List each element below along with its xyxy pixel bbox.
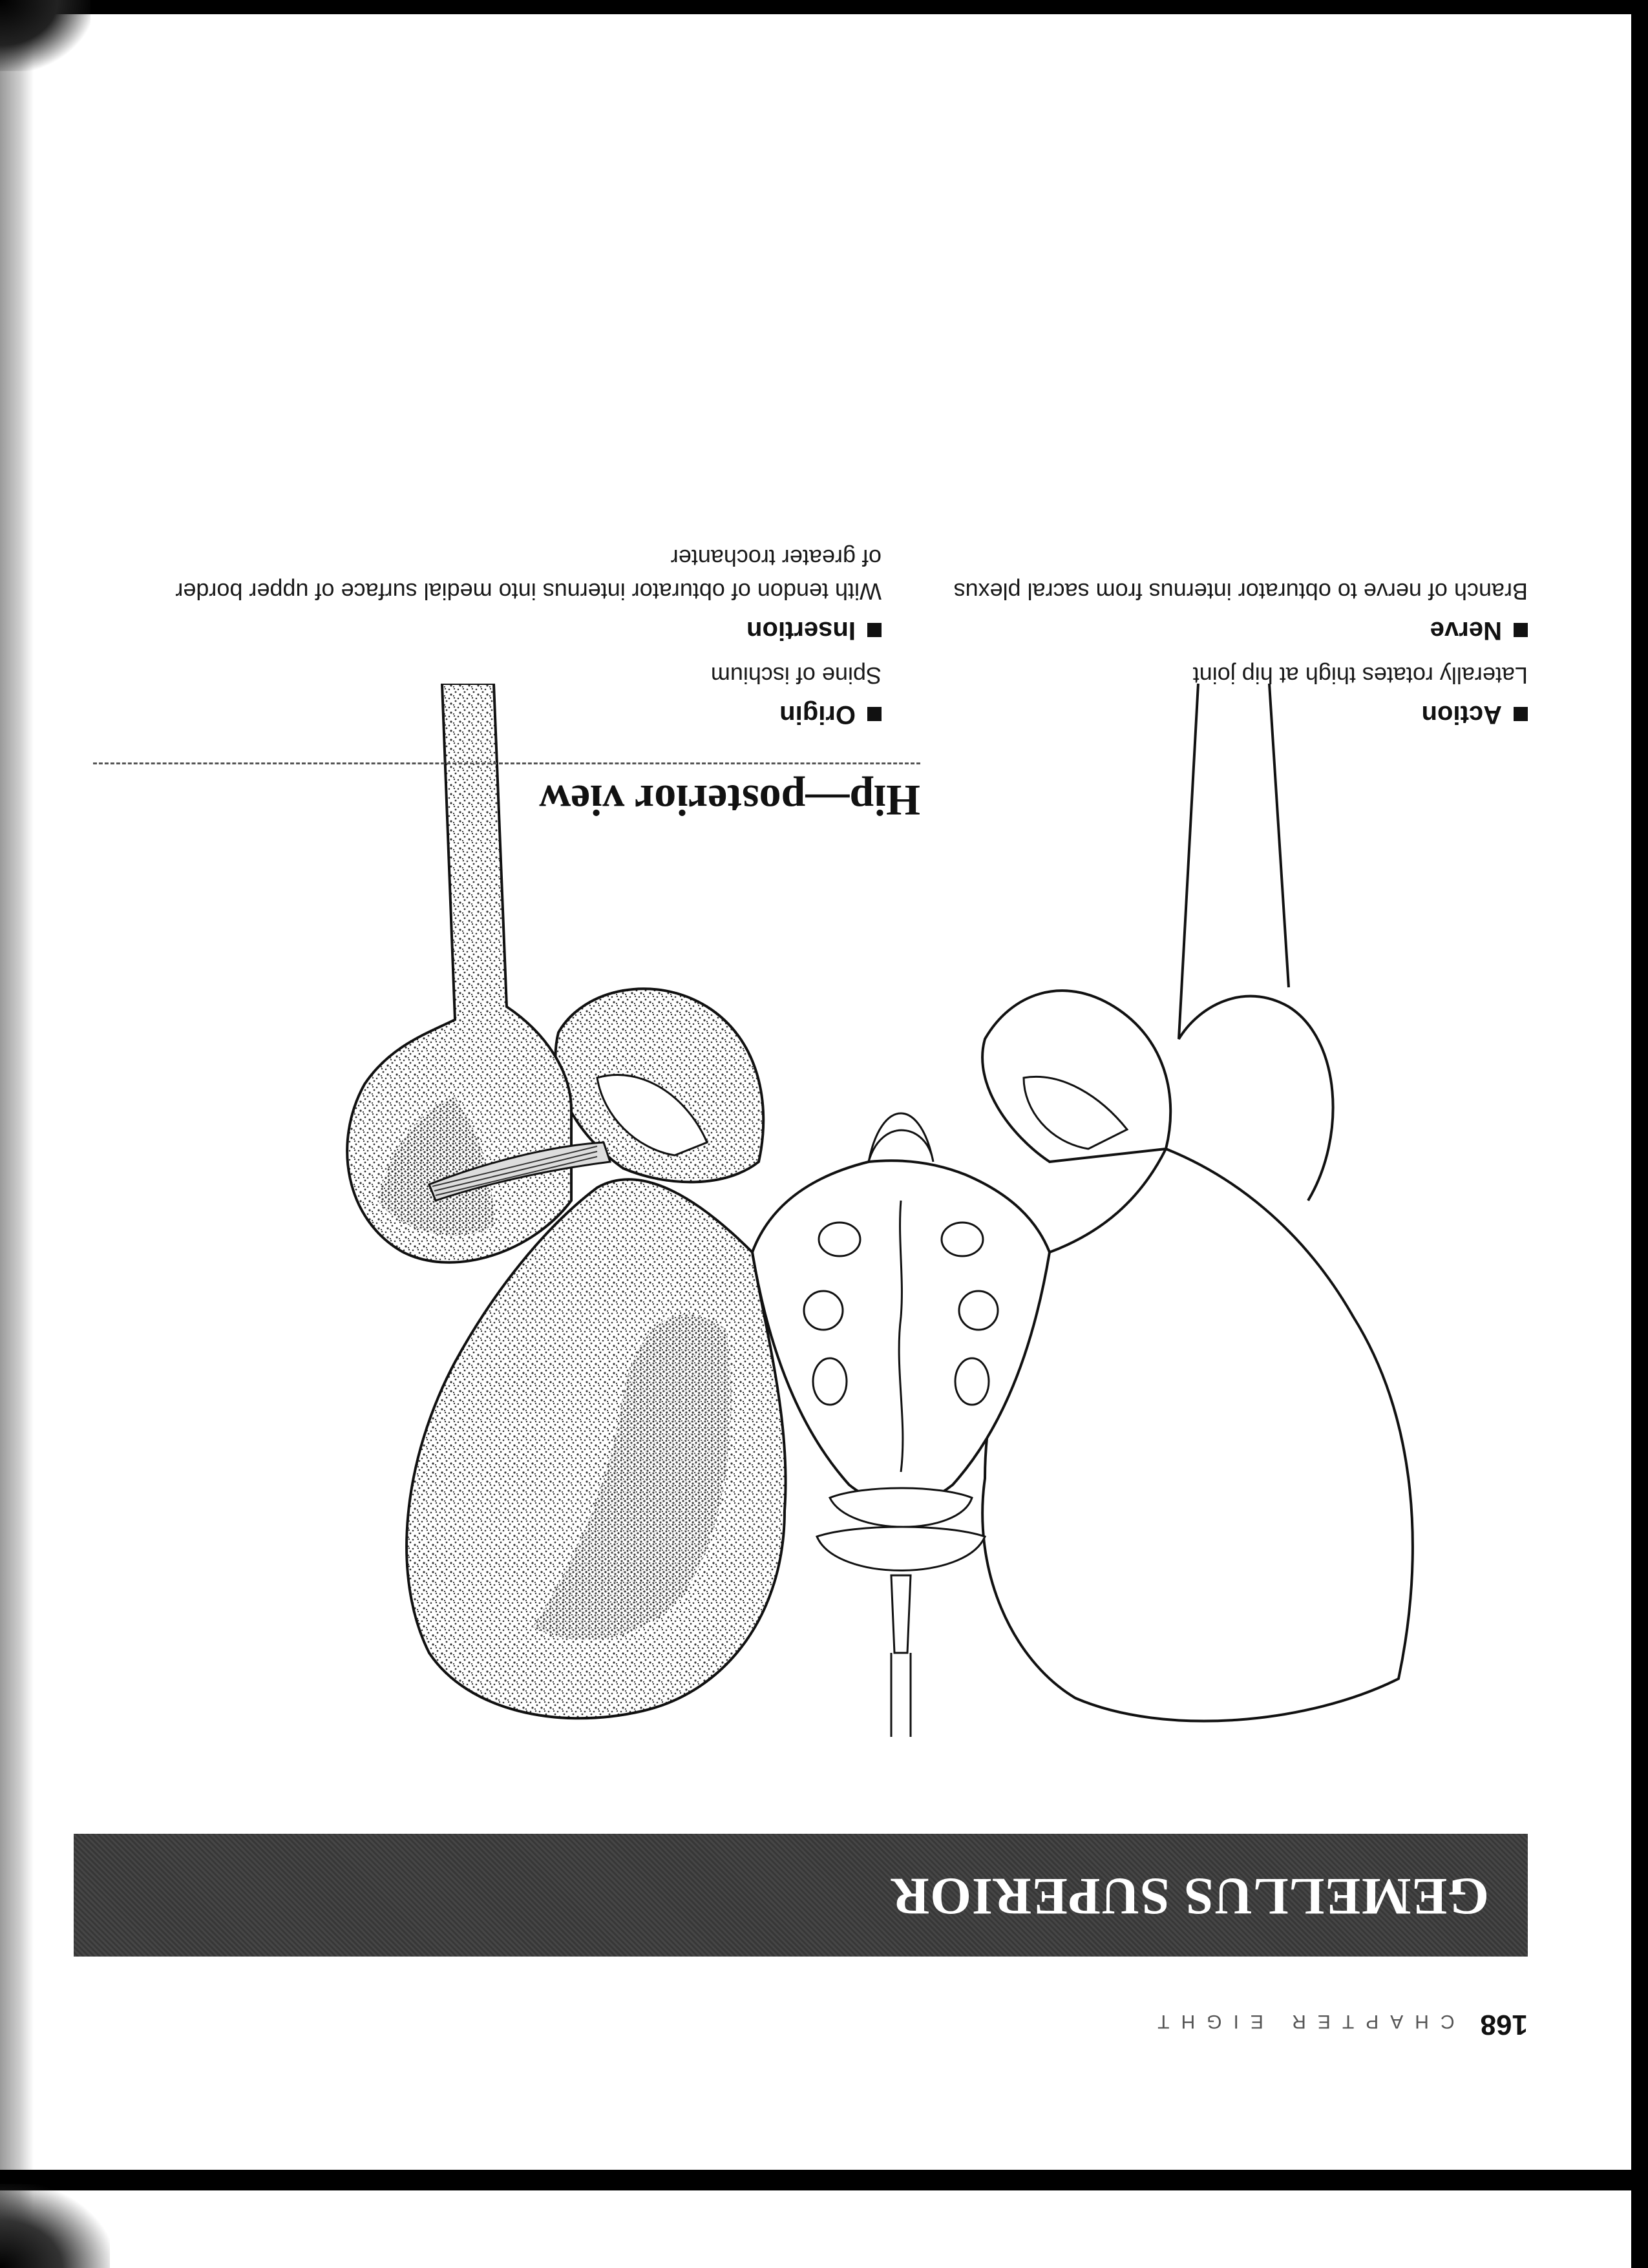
origin-section xyxy=(171,658,882,729)
action-heading xyxy=(914,700,1528,729)
book-page xyxy=(34,14,1631,2170)
scan-left-edge xyxy=(0,0,34,2268)
origin-text: Spine of ischium xyxy=(710,662,882,689)
square-bullet-icon xyxy=(1514,708,1528,722)
left-femur xyxy=(1179,684,1333,1201)
lumbar-vertebra xyxy=(817,1527,985,1571)
insertion-section xyxy=(171,541,882,645)
sacral-foramen xyxy=(813,1358,847,1405)
title-banner xyxy=(74,1834,1528,1957)
square-bullet-icon xyxy=(1514,624,1528,638)
nerve-heading-label: Nerve xyxy=(1430,616,1502,645)
spine-line xyxy=(891,1653,911,1737)
square-bullet-icon xyxy=(867,624,882,638)
square-bullet-icon xyxy=(867,708,882,722)
divider xyxy=(93,762,920,764)
scan-bottom-edge xyxy=(0,2170,1648,2190)
sacral-foramen xyxy=(955,1358,989,1405)
page-number: 168 xyxy=(1480,2009,1528,2041)
lumbar-spinous-process xyxy=(891,1575,911,1653)
nerve-heading xyxy=(914,616,1528,645)
muscle-title: GEMELLUS SUPERIOR xyxy=(890,1867,1489,1926)
origin-heading-label: Origin xyxy=(779,700,856,729)
view-title: Hip—posterior view xyxy=(539,776,920,825)
scan-right-edge xyxy=(1631,0,1648,2268)
scan-top-edge xyxy=(0,0,1648,14)
left-ilium xyxy=(982,1149,1413,1721)
action-section-block xyxy=(914,658,1528,729)
sacral-foramen xyxy=(819,1223,860,1256)
action-text: Laterally rotates thigh at hip joint xyxy=(1192,662,1528,689)
chapter-label: CHAPTER EIGHT xyxy=(1146,2011,1455,2032)
origin-heading xyxy=(171,700,882,729)
lumbar-vertebra xyxy=(830,1488,972,1527)
sacral-foramen xyxy=(804,1291,843,1330)
page-header xyxy=(882,2002,1528,2041)
insertion-heading xyxy=(171,616,882,645)
sacral-foramen xyxy=(959,1291,998,1330)
scan-corner-shadow xyxy=(0,2184,110,2268)
insertion-text: With tendon of obturator internus into medial surface of upper border of greater trochanter xyxy=(175,544,882,605)
action-heading-label: Action xyxy=(1421,700,1502,729)
nerve-text: Branch of nerve to obturator internus from sacral plexus xyxy=(953,578,1528,605)
hip-posterior-illustration xyxy=(209,684,1502,1782)
insertion-heading-label: Insertion xyxy=(746,616,856,645)
nerve-section xyxy=(914,574,1528,645)
coccyx xyxy=(869,1113,933,1162)
sacral-foramen xyxy=(942,1223,983,1256)
